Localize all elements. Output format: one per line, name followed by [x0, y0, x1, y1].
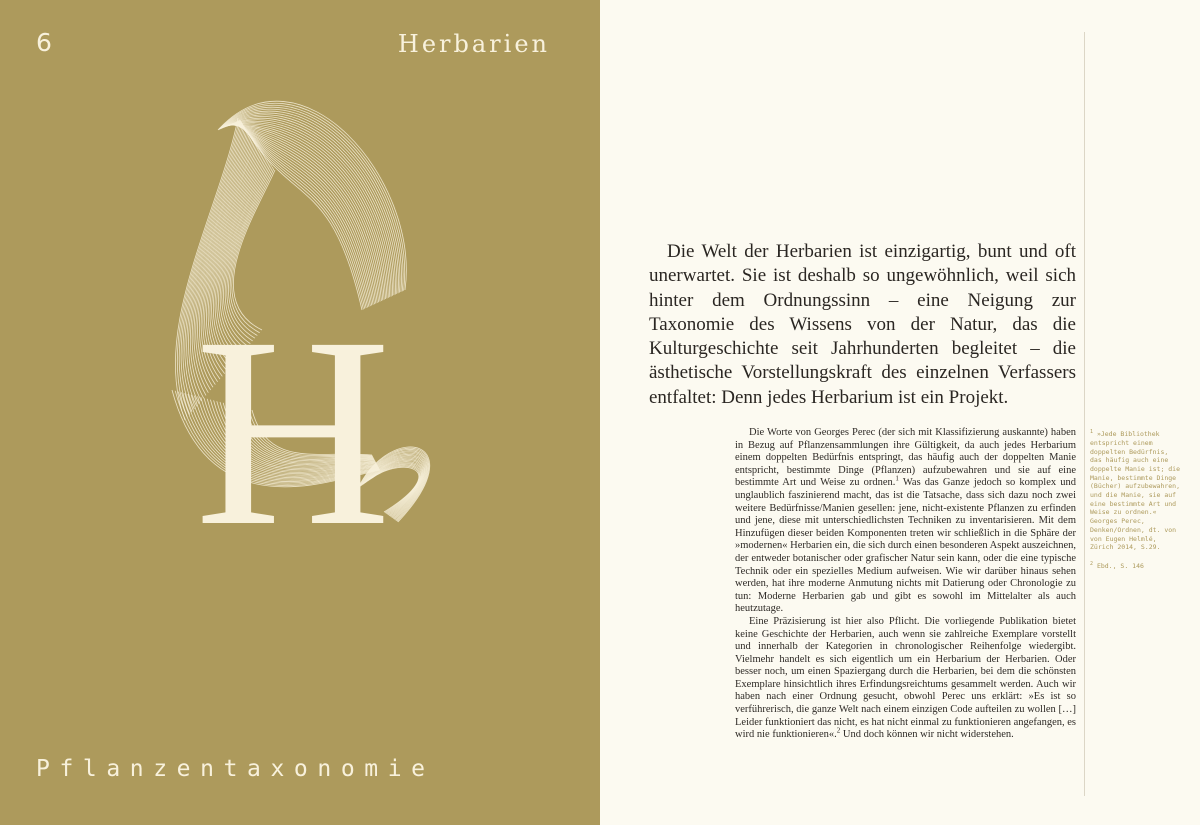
- section-title: Pflanzentaxonomie: [36, 756, 435, 782]
- page-number: 6: [36, 28, 53, 57]
- body-paragraph-2: [735, 616, 1076, 742]
- footnote-ref-2: 2: [836, 726, 841, 735]
- footnote-2: [1090, 560, 1182, 571]
- lead-paragraph: Die Welt der Herbarien ist einzigartig, bunt und oft unerwartet. Sie ist deshalb so ungewöhnlich, weil sich hinter dem Ordnungssinn – eine Neigung zur Taxonomie des Wissens von der Natur, das die Kulturgeschichte seit Jahrhunderten begleitet – die ästhetische Vorstellungskraft des einzelnen Verfassers entfaltet: Denn jedes Herbarium ist ein Projekt.: [649, 241, 1076, 408]
- running-title: Herbarien: [397, 30, 550, 58]
- right-page: [600, 0, 1200, 825]
- footnote-2-number: 2: [1090, 561, 1094, 567]
- body-paragraph-2-start: Eine Präzisierung ist hier also Pflicht. Die vorliegende Publikation bietet keine Geschichte der Herbarien, auch wenn sie zahlreiche Exemplare vorstellt und innerhalb der Kategorien in chronologischer Reihenfolge wiedergibt. Vielmehr handelt es sich eigentlich um ein Herbarium der Herbarien. Oder besser noch, um einen Spaziergang durch die Herbarien, bei dem die schönsten Exemplare hinsichtlich ihres Erfindungsreichtums gesammelt werden. Auch wir haben nach einer Ordnung gesucht, obwohl Perec uns erklärt: »Es ist so verführerisch, die ganze Welt nach einem einzigen Code aufteilen zu wollen […] Leider funktioniert das nicht, es hat nicht einmal zu funktionieren angefangen, es wird nie funktionieren«.: [735, 615, 1076, 741]
- initial-letter: H: [194, 281, 392, 582]
- body-paragraph-1: [735, 427, 1076, 616]
- column-rule: [1084, 32, 1085, 796]
- ribbon-line: [237, 121, 367, 307]
- footnote-2-text: Ebd., S. 146: [1096, 562, 1144, 571]
- body-paragraph-1-end: Was das Ganze jedoch so komplex und unglaublich faszinierend macht, das ist die Tatsache, dass sich dazu noch zwei weitere Bedürfnisse/Manien gesellen: jene, nicht-existente Pflanzen zu erfinden und jene, diese mit unterschiedlichsten Techniken zu inventarisieren. Mit dem Hinzufügen dieser beiden Komponenten treten wir schließlich in die Sphäre der »modernen« Herbarien ein, die sich durch einen besonderen Aspekt auszeichnen, der entweder botanischer oder grafischer Natur sein kann, oder die eine typische Technik oder ein spezielles Medium aufweisen. Wie wir darüber hinaus sehen werden, hat ihre moderne Anmutung nichts mit Datierung oder Chronologie zu tun: Moderne Herbarien gab und gibt es sowohl im Mittelalter als auch heutzutage.: [735, 477, 1076, 615]
- body-text: [735, 427, 1076, 742]
- footnote-1: [1090, 428, 1182, 552]
- footnote-ref-1: 1: [895, 474, 899, 483]
- footnote-1-text: »Jede Bibliothek entspricht einem doppelten Bedürfnis, das häufig auch eine doppelte Manie ist; die Manie, bestimmte Dinge (Bücher) aufzubewahren, und die Manie, sie auf eine bestimmte Art und Weise zu ordnen.« Georges Perec, Denken/Ordnen, dt. von von Eugen Helmlé, Zürich 2014, S.29.: [1090, 430, 1181, 552]
- footnotes: [1090, 428, 1182, 579]
- body-paragraph-1-start: Die Worte von Georges Perec (der sich mit Klassifizierung auskannte) haben in Bezug auf Pflanzensammlungen ihre Gültigkeit, da auch jedes Herbarium einem doppelten Bedürfnis entspringt, das häufig auch der doppelten Manie entspricht, bestimmte Dinge (Pflanzen) aufzubewahren und sie auf eine bestimmte Art und Weise zu ordnen.: [735, 427, 1076, 489]
- body-paragraph-2-end: Und doch können wir nicht widerstehen.: [840, 729, 1014, 741]
- footnote-1-number: 1: [1090, 429, 1094, 435]
